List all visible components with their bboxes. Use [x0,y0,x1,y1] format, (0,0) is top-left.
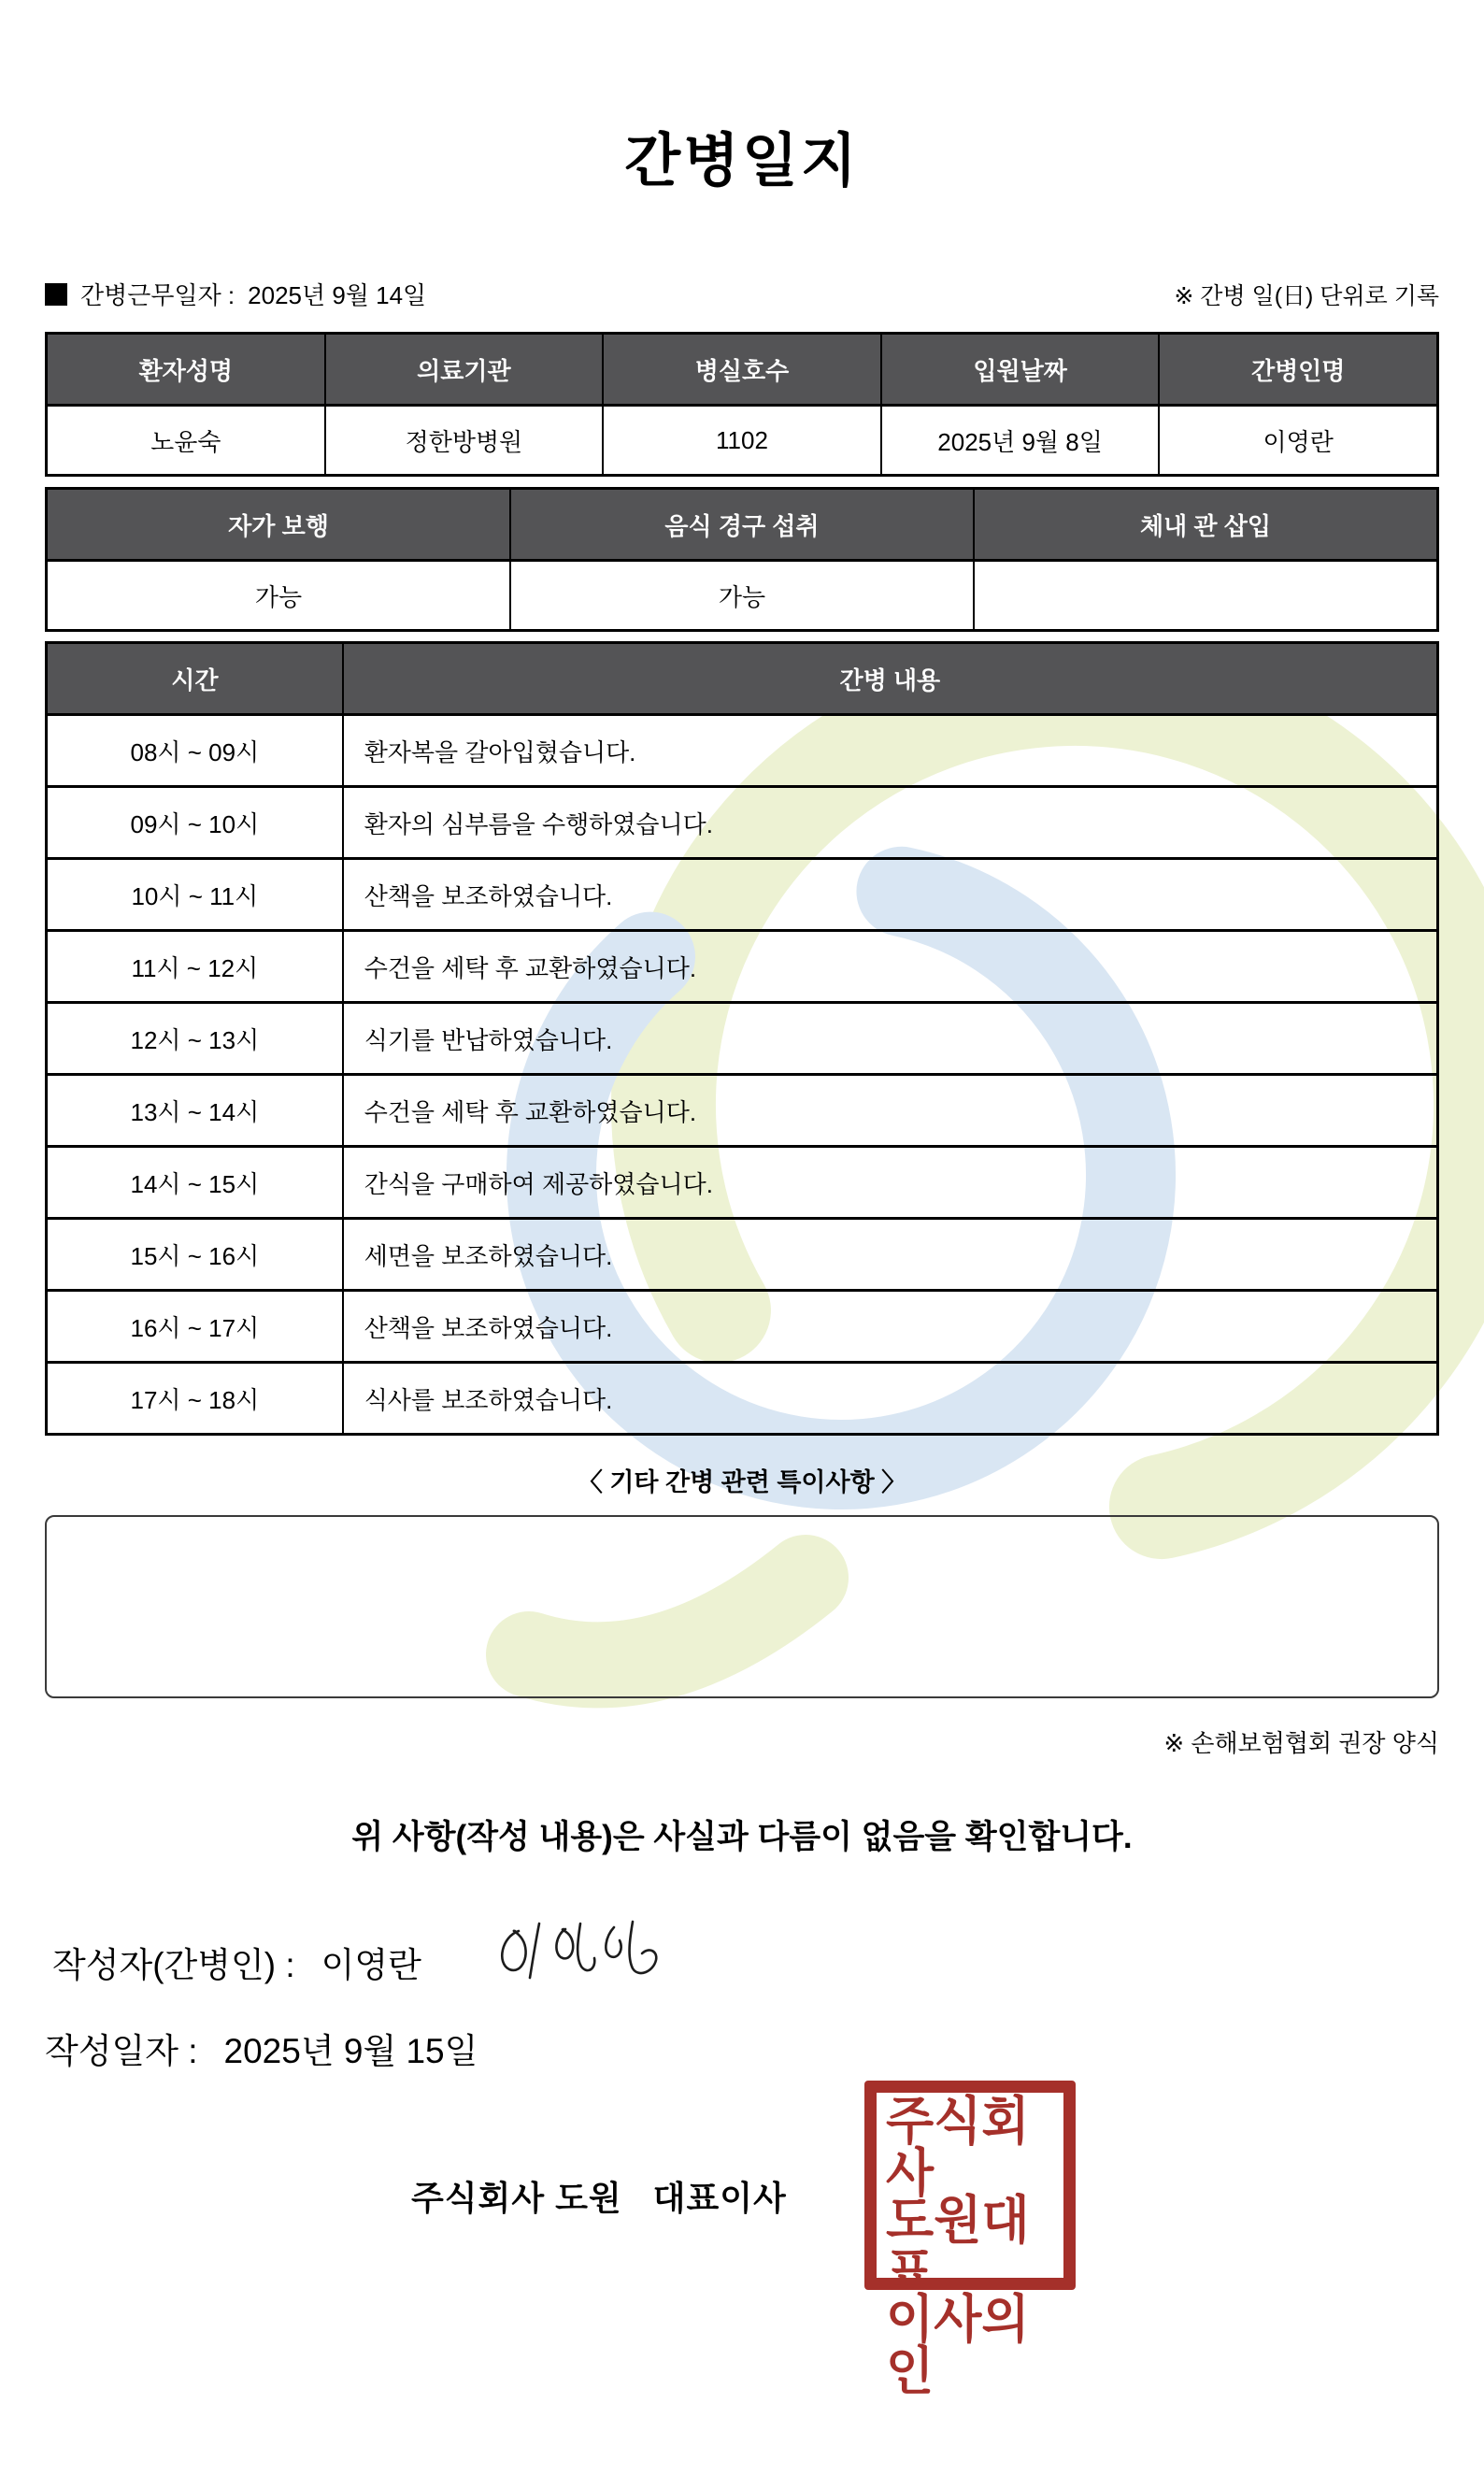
company-signoff-row [45,2081,1439,2401]
confirmation-statement: 위 사항(작성 내용)은 사실과 다름이 없음을 확인합니다. [351,1819,1133,1855]
content-cell: 식사를 보조하였습니다. [343,1363,1438,1435]
care-row [47,859,1438,931]
care-row [47,1147,1438,1219]
care-log-table [45,641,1439,1436]
patient-header-row [47,334,1438,406]
col-header-time: 시간 [47,643,343,715]
time-cell: 12시 ~ 13시 [47,1003,343,1075]
room-number-value: 1102 [603,406,881,476]
content-cell: 산책을 보조하였습니다. [343,859,1438,931]
work-date-label: 간병근무일자 : [80,281,235,309]
signature-handwriting [487,1918,674,1993]
patient-name-value: 노윤숙 [47,406,325,476]
writer-label: 작성자(간병인) : [52,1946,295,1984]
medical-institution-value: 정한방병원 [325,406,604,476]
content-cell: 환자의 심부름을 수행하였습니다. [343,787,1438,859]
col-header-oral-intake: 음식 경구 섭취 [510,489,974,561]
content-cell: 수건을 세탁 후 교환하였습니다. [343,931,1438,1003]
status-header-row [47,489,1438,561]
time-cell: 13시 ~ 14시 [47,1075,343,1147]
company-name: 주식회사 도원 대표이사 [411,2179,787,2217]
content-cell: 세면을 보조하였습니다. [343,1219,1438,1291]
care-row [47,787,1438,859]
col-header-admission-date: 입원날짜 [881,334,1160,406]
caregiving-journal-document [0,129,1484,2401]
care-row [47,1075,1438,1147]
recommended-form-note: ※ 손해보험협회 권장 양식 [1163,1729,1439,1757]
care-header-row [47,643,1438,715]
work-date-line [45,277,426,311]
col-header-self-walking: 자가 보행 [47,489,510,561]
admission-date-value: 2025년 9월 8일 [881,406,1160,476]
tube-insertion-value [974,561,1438,631]
stamp-line: 도원대표 [886,2192,1030,2302]
col-header-care-content: 간병 내용 [343,643,1438,715]
content-cell: 산책을 보조하였습니다. [343,1291,1438,1363]
care-row [47,1219,1438,1291]
care-row [47,1003,1438,1075]
col-header-caregiver-name: 간병인명 [1159,334,1437,406]
care-row [47,931,1438,1003]
time-cell: 09시 ~ 10시 [47,787,343,859]
time-cell: 16시 ~ 17시 [47,1291,343,1363]
patient-status-table [45,487,1439,632]
written-date-line [45,2023,1439,2073]
content-cell: 간식을 구매하여 제공하였습니다. [343,1147,1438,1219]
care-row [47,715,1438,787]
meta-row [45,277,1439,311]
care-row [47,1291,1438,1363]
col-header-medical-institution: 의료기관 [325,334,604,406]
written-date-value: 2025년 9월 15일 [223,2032,478,2070]
status-value-row [47,561,1438,631]
self-walking-value: 가능 [47,561,510,631]
corporate-seal-stamp [864,2081,1076,2401]
special-notes-box [45,1515,1439,1698]
oral-intake-value: 가능 [510,561,974,631]
care-row [47,1363,1438,1435]
work-date-value: 2025년 9월 14일 [248,281,427,309]
written-date-label: 작성일자 : [45,2032,198,2070]
content-cell: 식기를 반납하였습니다. [343,1003,1438,1075]
unit-note: ※ 간병 일(日) 단위로 기록 [1174,283,1439,309]
stamp-line: 이사의인 [886,2291,1030,2401]
writer-line [45,1931,1439,1993]
content-cell: 수건을 세탁 후 교환하였습니다. [343,1075,1438,1147]
patient-value-row [47,406,1438,476]
content-cell: 환자복을 갈아입혔습니다. [343,715,1438,787]
time-cell: 17시 ~ 18시 [47,1363,343,1435]
time-cell: 08시 ~ 09시 [47,715,343,787]
time-cell: 14시 ~ 15시 [47,1147,343,1219]
stamp-line: 주식회사 [886,2093,1030,2203]
col-header-tube-insertion: 체내 관 삽입 [974,489,1438,561]
col-header-room-number: 병실호수 [603,334,881,406]
time-cell: 10시 ~ 11시 [47,859,343,931]
caregiver-name-value: 이영란 [1159,406,1437,476]
col-header-patient-name: 환자성명 [47,334,325,406]
special-notes-title: 〈 기타 간병 관련 특이사항 〉 [577,1468,907,1496]
writer-name: 이영란 [321,1946,421,1984]
patient-info-table [45,332,1439,477]
page-title: 간병일지 [624,129,860,193]
square-bullet-icon [45,283,67,306]
time-cell: 11시 ~ 12시 [47,931,343,1003]
time-cell: 15시 ~ 16시 [47,1219,343,1291]
